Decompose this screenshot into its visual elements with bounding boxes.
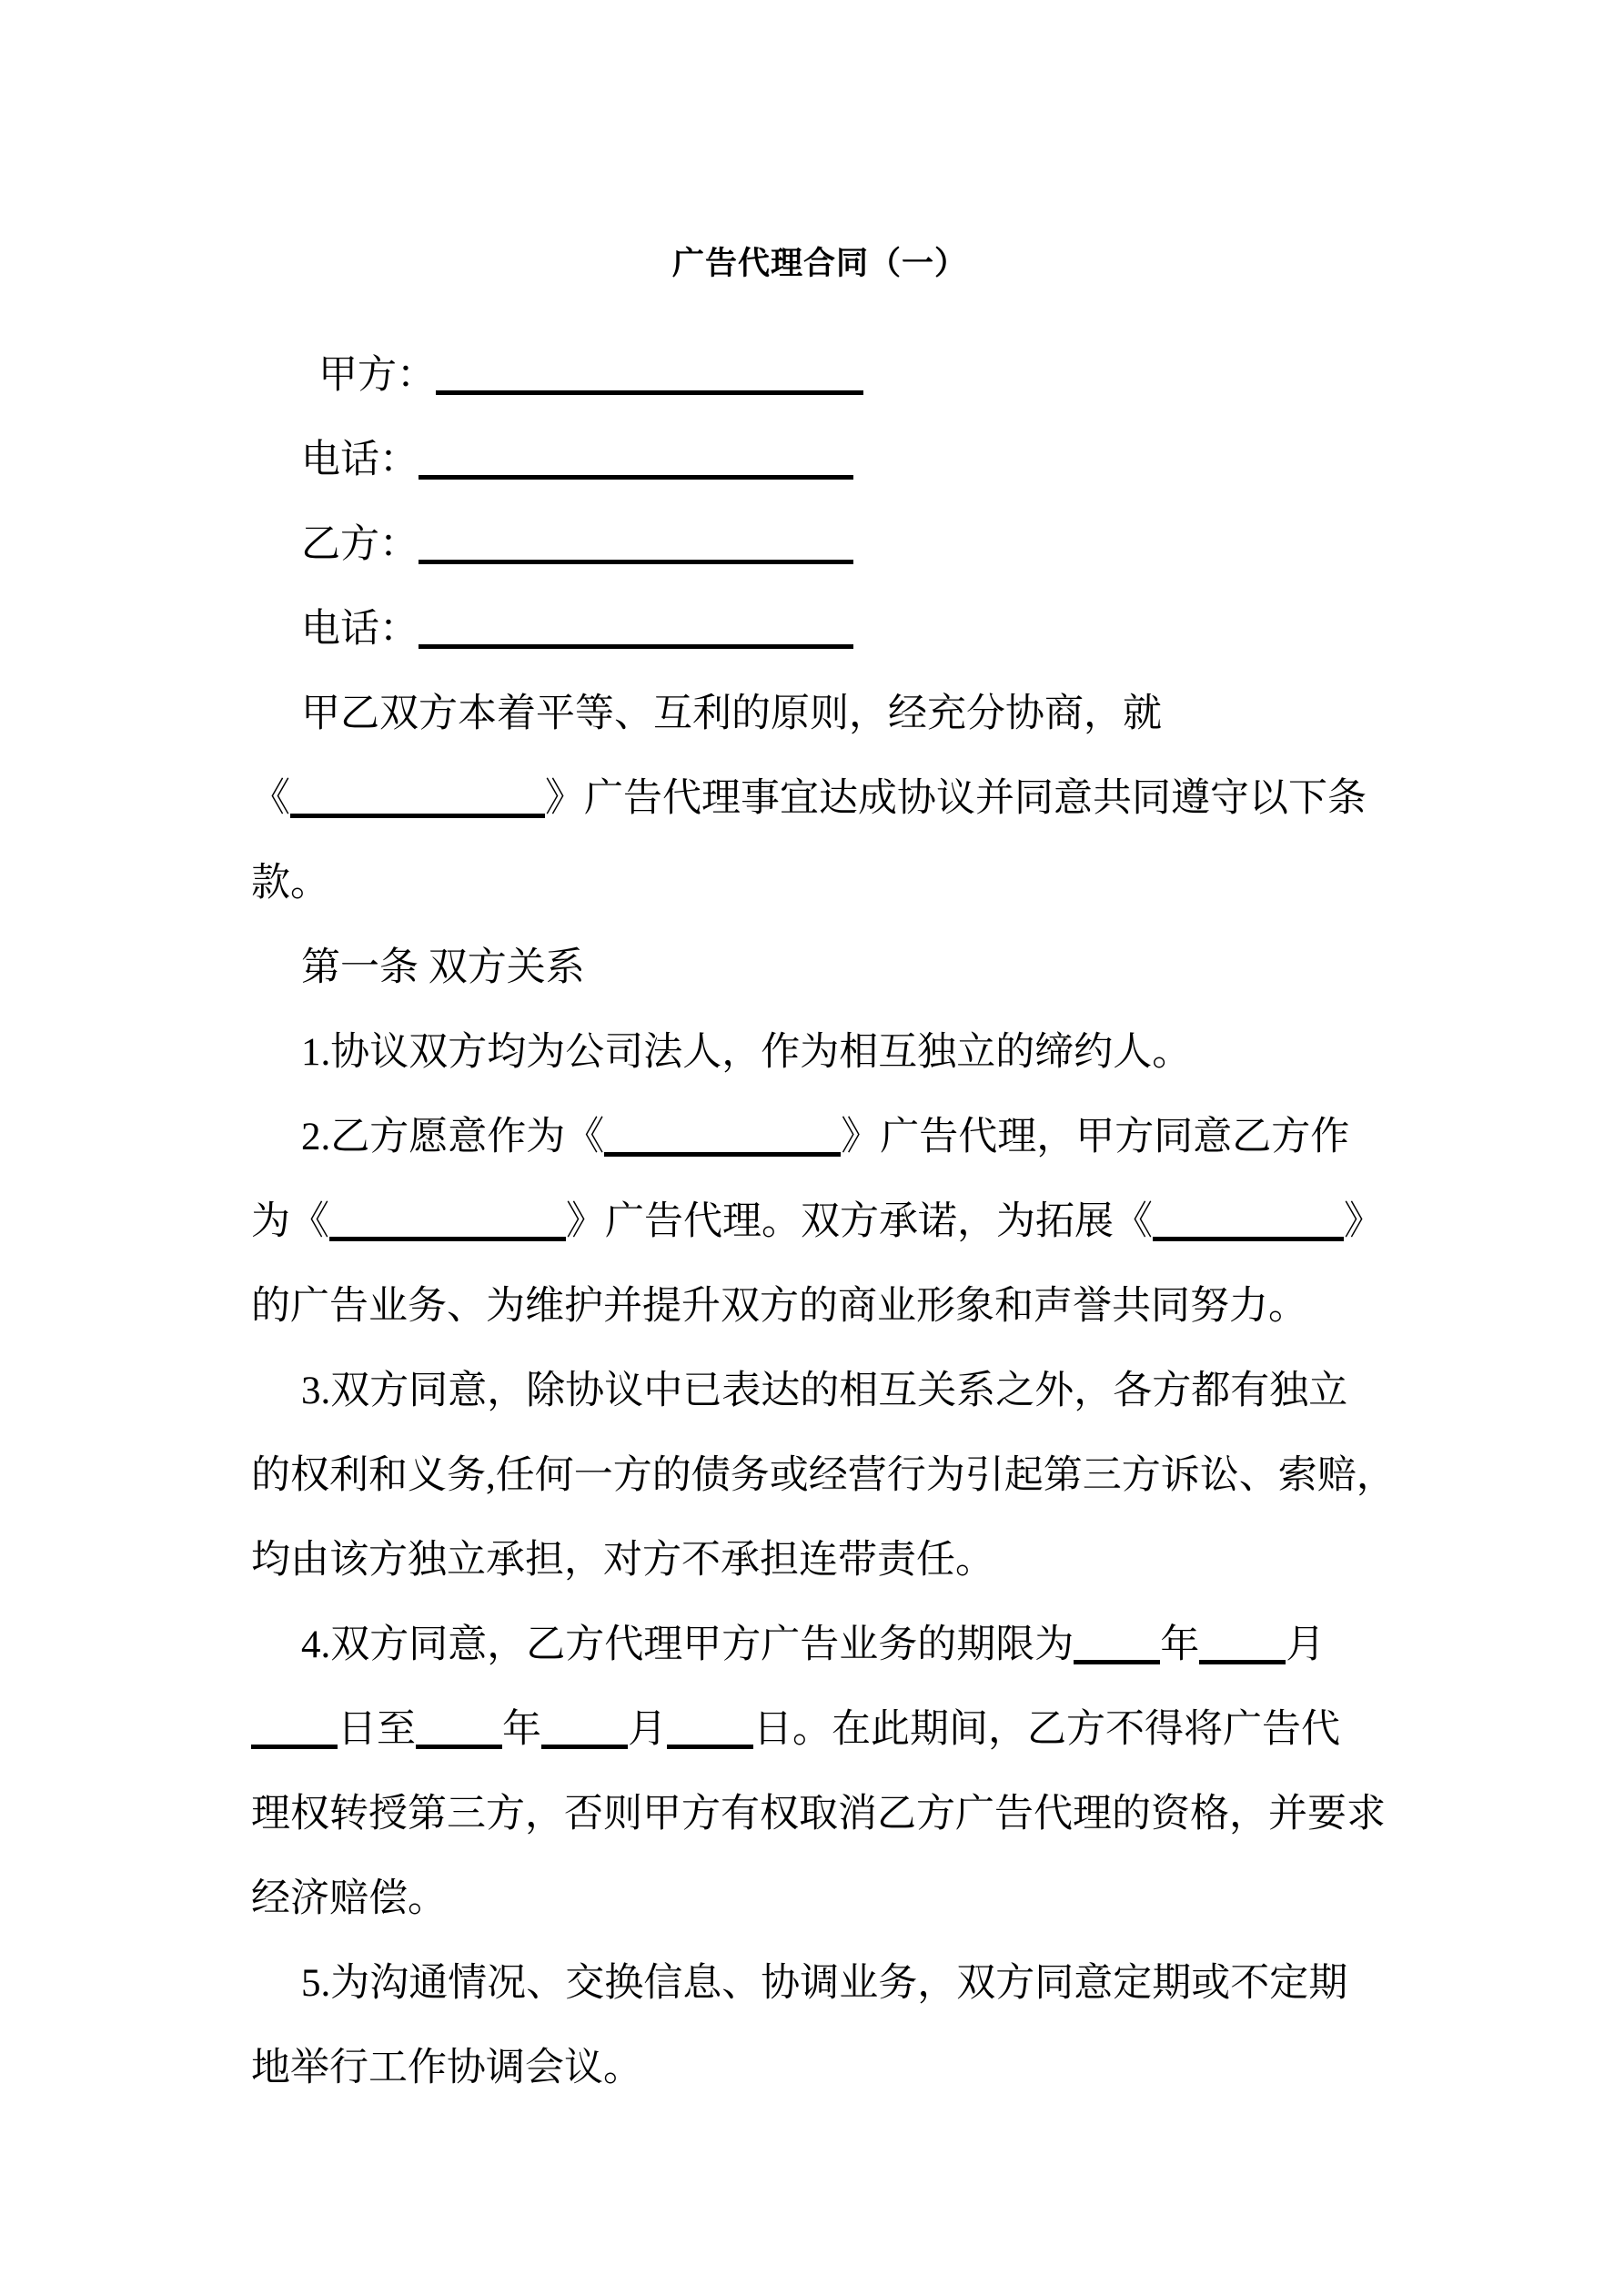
text-run: 《 [251,777,290,820]
text-run: 甲乙双方本着平等、互利的原则，经充分协商，就 [301,693,1162,735]
preamble-line-3 [251,841,1388,925]
title-spacer [251,306,1388,333]
document-content [251,0,1396,2110]
text-run: 》广告代理，甲方同意乙方作 [841,1116,1350,1158]
text-run: 第一条 双方关系 [301,946,585,989]
blank-underline [1153,1235,1344,1241]
clause-5-line-2 [251,2026,1388,2110]
blank-underline [1199,1658,1286,1664]
clause-3-line-1 [251,1349,1388,1433]
text-run: 年 [502,1708,541,1751]
clause-2-line-1 [251,1095,1388,1179]
clause-4-line-3 [251,1772,1388,1856]
text-run: 》广告代理。双方承诺，为拓展《 [566,1200,1153,1243]
blank-underline [667,1743,753,1749]
text-run: 乙方： [301,523,419,566]
clause-1-line-1 [251,1010,1388,1095]
clause-4-line-2 [251,1687,1388,1772]
text-run: 年 [1160,1623,1200,1666]
party-a-line [251,333,1388,418]
text-run: 的权利和义务,任何一方的债务或经营行为引起第三方诉讼、索赔， [251,1454,1396,1497]
blank-underline [419,558,853,564]
clause-2-line-3 [251,1264,1388,1349]
blank-underline [416,1743,502,1749]
clause-5-line-1 [251,1941,1388,2026]
text-run: 电话： [301,608,419,651]
text-run: 地举行工作协调会议。 [251,2047,642,2089]
text-run: 甲方： [318,354,436,397]
text-run: 日至 [338,1708,416,1751]
text-run: 经济赔偿。 [251,1877,447,1920]
phone-b-line [251,587,1388,672]
blank-underline [329,1235,566,1241]
blank-underline [419,642,853,649]
document-body [251,333,1396,2110]
document-title: 广告代理合同（一） [671,246,967,281]
blank-underline [290,812,545,818]
text-run: 5.为沟通情况、交换信息、协调业务，双方同意定期或不定期 [301,1962,1348,2005]
clause-3-line-3 [251,1518,1388,1603]
preamble-line-2 [251,756,1388,841]
text-run: 理权转授第三方，否则甲方有权取消乙方广告代理的资格，并要求 [251,1793,1386,1836]
text-run: 日。在此期间，乙方不得将广告代 [753,1708,1340,1751]
blank-underline [604,1150,841,1157]
blank-underline [1074,1658,1160,1664]
clause-2-line-2 [251,1179,1388,1264]
text-run: 月 [1286,1623,1326,1666]
text-run: 款。 [251,862,329,905]
text-run: 的广告业务、为维护并提升双方的商业形象和声誉共同努力。 [251,1285,1307,1328]
clause-4-line-1 [251,1603,1388,1687]
blank-underline [436,389,863,395]
clause-4-line-4 [251,1856,1388,1941]
text-run: 均由该方独立承担，对方不承担连带责任。 [251,1539,994,1582]
text-run: 3.双方同意，除协议中已表达的相互关系之外，各方都有独立 [301,1370,1348,1412]
text-run: 4.双方同意，乙方代理甲方广告业务的期限为 [301,1623,1074,1666]
text-run: 2.乙方愿意作为《 [301,1116,605,1158]
phone-a-line [251,418,1388,502]
blank-underline [541,1743,628,1749]
clause-3-line-2 [251,1433,1396,1518]
preamble-line-1 [251,672,1388,756]
blank-underline [419,473,853,480]
blank-underline [251,1743,338,1749]
party-b-line [251,502,1388,587]
text-run: 为《 [251,1200,329,1243]
text-run: 月 [628,1708,667,1751]
article-1-heading [251,925,1388,1010]
text-run: 电话： [301,439,419,481]
text-run: 》广告代理事宜达成协议并同意共同遵守以下条 [545,777,1367,820]
text-run: 1.协议双方均为公司法人，作为相互独立的缔约人。 [301,1031,1192,1074]
text-run: 》 [1344,1200,1383,1243]
